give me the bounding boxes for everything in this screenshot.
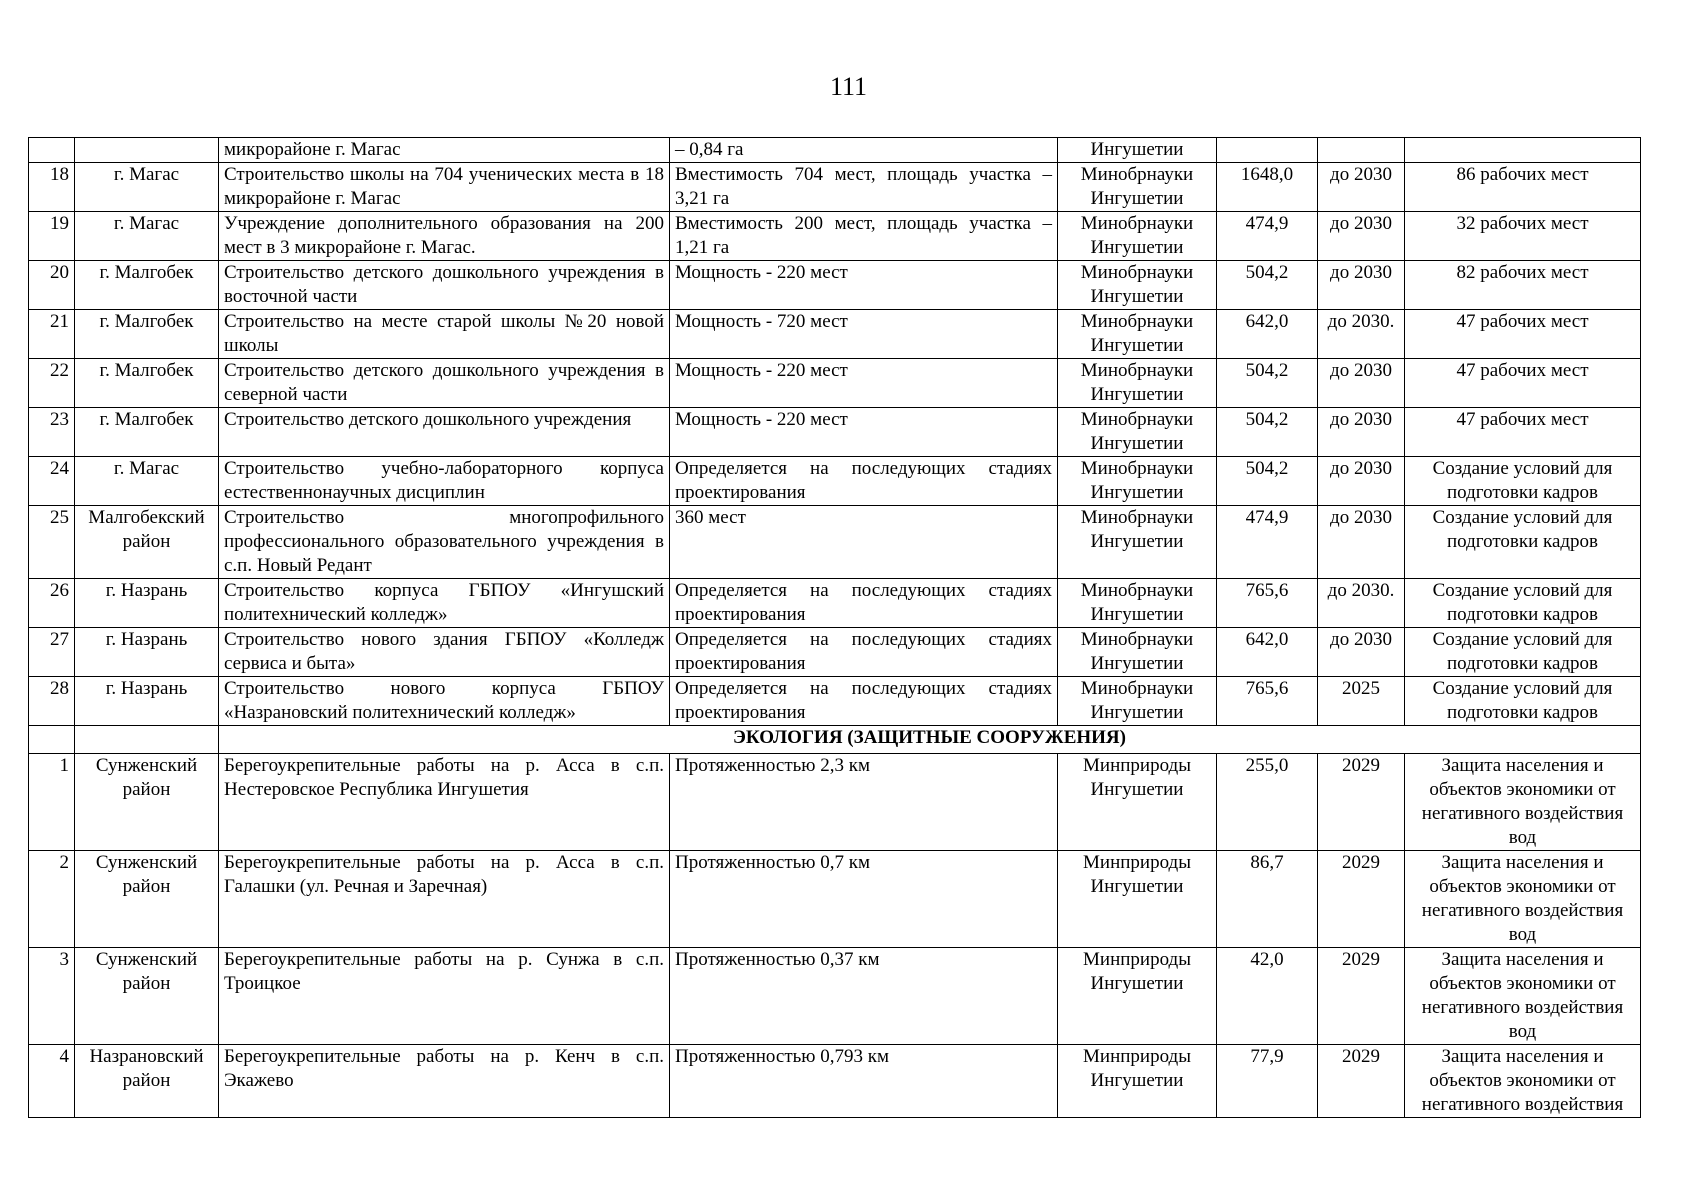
agency-cell: Минобрнауки Ингушетии [1058, 677, 1217, 726]
row-number: 22 [29, 359, 75, 408]
object-name-cell: Строительство детского дошкольного учреждения [219, 408, 670, 457]
table-row [29, 506, 1641, 579]
parameters-cell: Протяженностью 0,7 км [670, 851, 1058, 948]
row-number: 4 [29, 1045, 75, 1118]
amount-cell: 642,0 [1217, 628, 1318, 677]
empty-cell [29, 726, 75, 754]
agency-cell: Минприроды Ингушетии [1058, 851, 1217, 948]
row-number: 24 [29, 457, 75, 506]
amount-cell: 504,2 [1217, 359, 1318, 408]
agency-cell: Минобрнауки Ингушетии [1058, 506, 1217, 579]
object-name-cell: Строительство учебно-лабораторного корпуса естественнонаучных дисциплин [219, 457, 670, 506]
term-cell: до 2030 [1318, 359, 1405, 408]
term-cell: до 2030. [1318, 310, 1405, 359]
effect-cell: Создание условий для подготовки кадров [1405, 628, 1641, 677]
location-cell: г. Магас [75, 457, 219, 506]
agency-cell: Минприроды Ингушетии [1058, 754, 1217, 851]
row-number: 21 [29, 310, 75, 359]
parameters-cell: Определяется на последующих стадиях проектирования [670, 579, 1058, 628]
row-number: 28 [29, 677, 75, 726]
page-number: 111 [829, 72, 868, 101]
location-cell: Назрановский район [75, 1045, 219, 1118]
object-name-cell: Строительство детского дошкольного учреждения в восточной части [219, 261, 670, 310]
object-name-cell: Строительство на месте старой школы №20 новой школы [219, 310, 670, 359]
row-number: 2 [29, 851, 75, 948]
table-row [29, 1045, 1641, 1118]
row-number [29, 138, 75, 163]
parameters-cell: Мощность - 220 мест [670, 261, 1058, 310]
amount-cell [1217, 138, 1318, 163]
table-row [29, 628, 1641, 677]
location-cell: г. Малгобек [75, 408, 219, 457]
term-cell: до 2030. [1318, 579, 1405, 628]
parameters-cell: Мощность - 720 мест [670, 310, 1058, 359]
effect-cell: Создание условий для подготовки кадров [1405, 677, 1641, 726]
table-row [29, 851, 1641, 948]
term-cell: до 2030 [1318, 163, 1405, 212]
amount-cell: 255,0 [1217, 754, 1318, 851]
effect-cell: 47 рабочих мест [1405, 359, 1641, 408]
parameters-cell: Определяется на последующих стадиях проектирования [670, 677, 1058, 726]
object-name-cell: Учреждение дополнительного образования на 200 мест в 3 микрорайоне г. Магас. [219, 212, 670, 261]
effect-cell: 82 рабочих мест [1405, 261, 1641, 310]
term-cell: до 2030 [1318, 457, 1405, 506]
row-number: 3 [29, 948, 75, 1045]
effect-cell: 32 рабочих мест [1405, 212, 1641, 261]
location-cell: г. Назрань [75, 677, 219, 726]
agency-cell: Минобрнауки Ингушетии [1058, 457, 1217, 506]
row-number: 23 [29, 408, 75, 457]
amount-cell: 474,9 [1217, 212, 1318, 261]
objects-table [28, 137, 1641, 1118]
table-row [29, 212, 1641, 261]
object-name-cell: Берегоукрепительные работы на р. Кенч в с.п. Экажево [219, 1045, 670, 1118]
location-cell: Малгобекский район [75, 506, 219, 579]
effect-cell: Защита населения и объектов экономики от негативного воздействия [1405, 1045, 1641, 1118]
location-cell: Сунженский район [75, 851, 219, 948]
table-row [29, 310, 1641, 359]
amount-cell: 642,0 [1217, 310, 1318, 359]
agency-cell: Минприроды Ингушетии [1058, 948, 1217, 1045]
parameters-cell: Протяженностью 0,793 км [670, 1045, 1058, 1118]
parameters-cell: Протяженностью 0,37 км [670, 948, 1058, 1045]
object-name-cell: Строительство нового здания ГБПОУ «Колледж сервиса и быта» [219, 628, 670, 677]
amount-cell: 765,6 [1217, 677, 1318, 726]
effect-cell: Защита населения и объектов экономики от негативного воздействия вод [1405, 851, 1641, 948]
amount-cell: 474,9 [1217, 506, 1318, 579]
term-cell: 2029 [1318, 754, 1405, 851]
agency-cell: Минприроды Ингушетии [1058, 1045, 1217, 1118]
table-row [29, 261, 1641, 310]
amount-cell: 42,0 [1217, 948, 1318, 1045]
table-row [29, 948, 1641, 1045]
table-row [29, 408, 1641, 457]
term-cell: 2029 [1318, 851, 1405, 948]
location-cell: Сунженский район [75, 754, 219, 851]
parameters-cell: Определяется на последующих стадиях проектирования [670, 628, 1058, 677]
agency-cell: Минобрнауки Ингушетии [1058, 628, 1217, 677]
table-row [29, 359, 1641, 408]
agency-cell: Минобрнауки Ингушетии [1058, 579, 1217, 628]
table-row [29, 754, 1641, 851]
effect-cell: 86 рабочих мест [1405, 163, 1641, 212]
agency-cell: Минобрнауки Ингушетии [1058, 408, 1217, 457]
table-row [29, 677, 1641, 726]
table-row [29, 163, 1641, 212]
agency-cell: Минобрнауки Ингушетии [1058, 359, 1217, 408]
term-cell: 2029 [1318, 948, 1405, 1045]
empty-cell [75, 726, 219, 754]
agency-cell: Минобрнауки Ингушетии [1058, 310, 1217, 359]
section-title: ЭКОЛОГИЯ (ЗАЩИТНЫЕ СООРУЖЕНИЯ) [219, 726, 1641, 754]
location-cell: г. Магас [75, 163, 219, 212]
parameters-cell: Мощность - 220 мест [670, 359, 1058, 408]
amount-cell: 504,2 [1217, 457, 1318, 506]
object-name-cell: Строительство корпуса ГБПОУ «Ингушский политехнический колледж» [219, 579, 670, 628]
term-cell: 2025 [1318, 677, 1405, 726]
amount-cell: 504,2 [1217, 408, 1318, 457]
object-name-cell: Строительство школы на 704 ученических места в 18 микрорайоне г. Магас [219, 163, 670, 212]
object-name-cell: Берегоукрепительные работы на р. Асса в с.п. Галашки (ул. Речная и Заречная) [219, 851, 670, 948]
parameters-cell: 360 мест [670, 506, 1058, 579]
object-name-cell: Берегоукрепительные работы на р. Сунжа в с.п. Троицкое [219, 948, 670, 1045]
effect-cell: Защита населения и объектов экономики от негативного воздействия вод [1405, 754, 1641, 851]
parameters-cell: Вместимость 704 мест, площадь участка – 3,21 га [670, 163, 1058, 212]
term-cell [1318, 138, 1405, 163]
amount-cell: 1648,0 [1217, 163, 1318, 212]
term-cell: до 2030 [1318, 408, 1405, 457]
location-cell: г. Назрань [75, 579, 219, 628]
effect-cell: 47 рабочих мест [1405, 408, 1641, 457]
row-number: 25 [29, 506, 75, 579]
effect-cell: 47 рабочих мест [1405, 310, 1641, 359]
location-cell: г. Назрань [75, 628, 219, 677]
location-cell: г. Малгобек [75, 359, 219, 408]
object-name-cell: Строительство детского дошкольного учреждения в северной части [219, 359, 670, 408]
table-row [29, 457, 1641, 506]
agency-cell: Минобрнауки Ингушетии [1058, 261, 1217, 310]
agency-cell: Минобрнауки Ингушетии [1058, 212, 1217, 261]
object-name-cell: Берегоукрепительные работы на р. Асса в с.п. Нестеровское Республика Ингушетия [219, 754, 670, 851]
amount-cell: 86,7 [1217, 851, 1318, 948]
parameters-cell: – 0,84 га [670, 138, 1058, 163]
term-cell: до 2030 [1318, 261, 1405, 310]
effect-cell [1405, 138, 1641, 163]
location-cell: г. Малгобек [75, 261, 219, 310]
table-row [29, 579, 1641, 628]
parameters-cell: Вместимость 200 мест, площадь участка – 1,21 га [670, 212, 1058, 261]
amount-cell: 765,6 [1217, 579, 1318, 628]
term-cell: до 2030 [1318, 212, 1405, 261]
row-number: 26 [29, 579, 75, 628]
location-cell [75, 138, 219, 163]
object-name-cell: микрорайоне г. Магас [219, 138, 670, 163]
amount-cell: 504,2 [1217, 261, 1318, 310]
term-cell: 2029 [1318, 1045, 1405, 1118]
row-number: 27 [29, 628, 75, 677]
effect-cell: Защита населения и объектов экономики от негативного воздействия вод [1405, 948, 1641, 1045]
table-body [29, 138, 1641, 1118]
object-name-cell: Строительство нового корпуса ГБПОУ «Назрановский политехнический колледж» [219, 677, 670, 726]
row-number: 1 [29, 754, 75, 851]
term-cell: до 2030 [1318, 628, 1405, 677]
parameters-cell: Протяженностью 2,3 км [670, 754, 1058, 851]
agency-cell: Ингушетии [1058, 138, 1217, 163]
object-name-cell: Строительство многопрофильного профессионального образовательного учреждения в с.п. Новый Редант [219, 506, 670, 579]
parameters-cell: Мощность - 220 мест [670, 408, 1058, 457]
agency-cell: Минобрнауки Ингушетии [1058, 163, 1217, 212]
row-number: 20 [29, 261, 75, 310]
term-cell: до 2030 [1318, 506, 1405, 579]
section-header-row [29, 726, 1641, 754]
row-number: 18 [29, 163, 75, 212]
effect-cell: Создание условий для подготовки кадров [1405, 579, 1641, 628]
effect-cell: Создание условий для подготовки кадров [1405, 457, 1641, 506]
row-number: 19 [29, 212, 75, 261]
location-cell: Сунженский район [75, 948, 219, 1045]
parameters-cell: Определяется на последующих стадиях проектирования [670, 457, 1058, 506]
table-row [29, 138, 1641, 163]
location-cell: г. Малгобек [75, 310, 219, 359]
amount-cell: 77,9 [1217, 1045, 1318, 1118]
effect-cell: Создание условий для подготовки кадров [1405, 506, 1641, 579]
location-cell: г. Магас [75, 212, 219, 261]
